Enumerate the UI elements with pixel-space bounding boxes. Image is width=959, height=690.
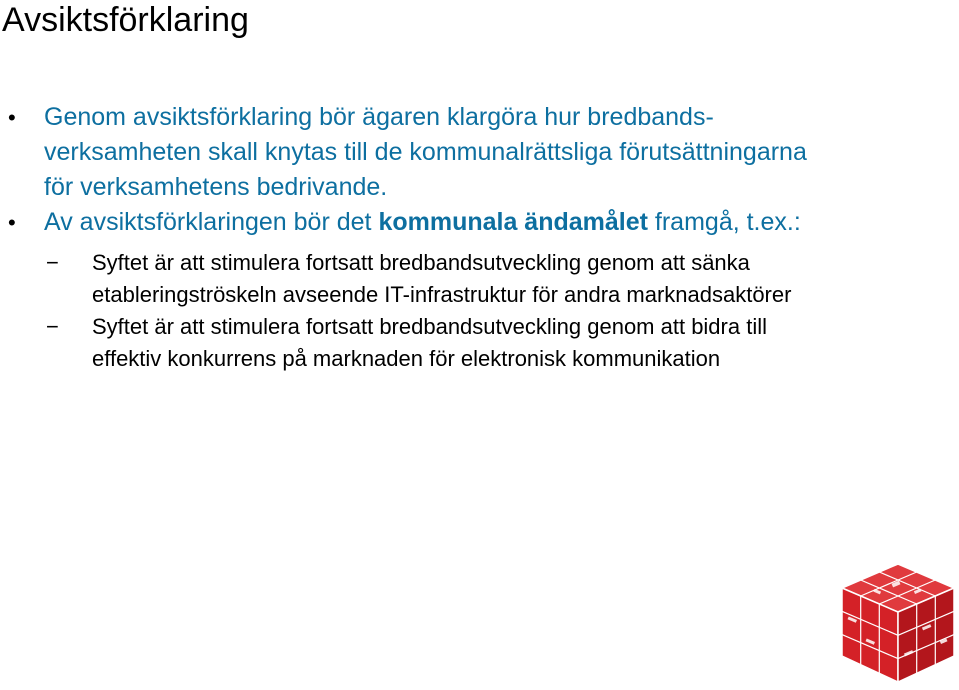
sub-bullet-2-line-2: effektiv konkurrens på marknaden för elektronisk kommunikation [92,346,721,371]
sub-bullet-item-1 [46,247,792,311]
bullet-2-text-bold: kommunala ändamålet [378,208,648,236]
slide-title: Avsiktsförklaring [2,1,249,39]
bullet-1-line-3: för verksamhetens bedrivande. [44,173,388,201]
bullet-item-2 [8,205,801,240]
dash-marker: − [46,314,59,339]
bullet-marker: • [8,105,16,130]
dash-marker: − [46,250,59,275]
red-cube-logo-icon [836,560,959,685]
bullet-2-text-post: framgå, t.ex.: [647,208,801,236]
bullet-1-line-1: Genom avsiktsförklaring bör ägaren klargöra hur bredbands- [44,103,714,131]
sub-bullet-item-2 [46,311,767,375]
sub-bullet-1-line-1: Syftet är att stimulera fortsatt bredbandsutveckling genom att sänka [92,250,750,275]
bullet-2-line-1 [44,205,801,240]
sub-bullet-2-line-1: Syftet är att stimulera fortsatt bredbandsutveckling genom att bidra till [92,314,767,339]
bullet-marker: • [8,210,16,235]
red-cube-logo [836,560,959,685]
bullet-1-line-2: verksamheten skall knytas till de kommunalrättsliga förutsättningarna [44,138,807,166]
bullet-item-1 [8,100,807,205]
sub-bullet-1-line-2: etableringströskeln avseende IT-infrastruktur för andra marknadsaktörer [92,282,792,307]
bullet-2-text-pre: Av avsiktsförklaringen bör det [44,208,379,236]
